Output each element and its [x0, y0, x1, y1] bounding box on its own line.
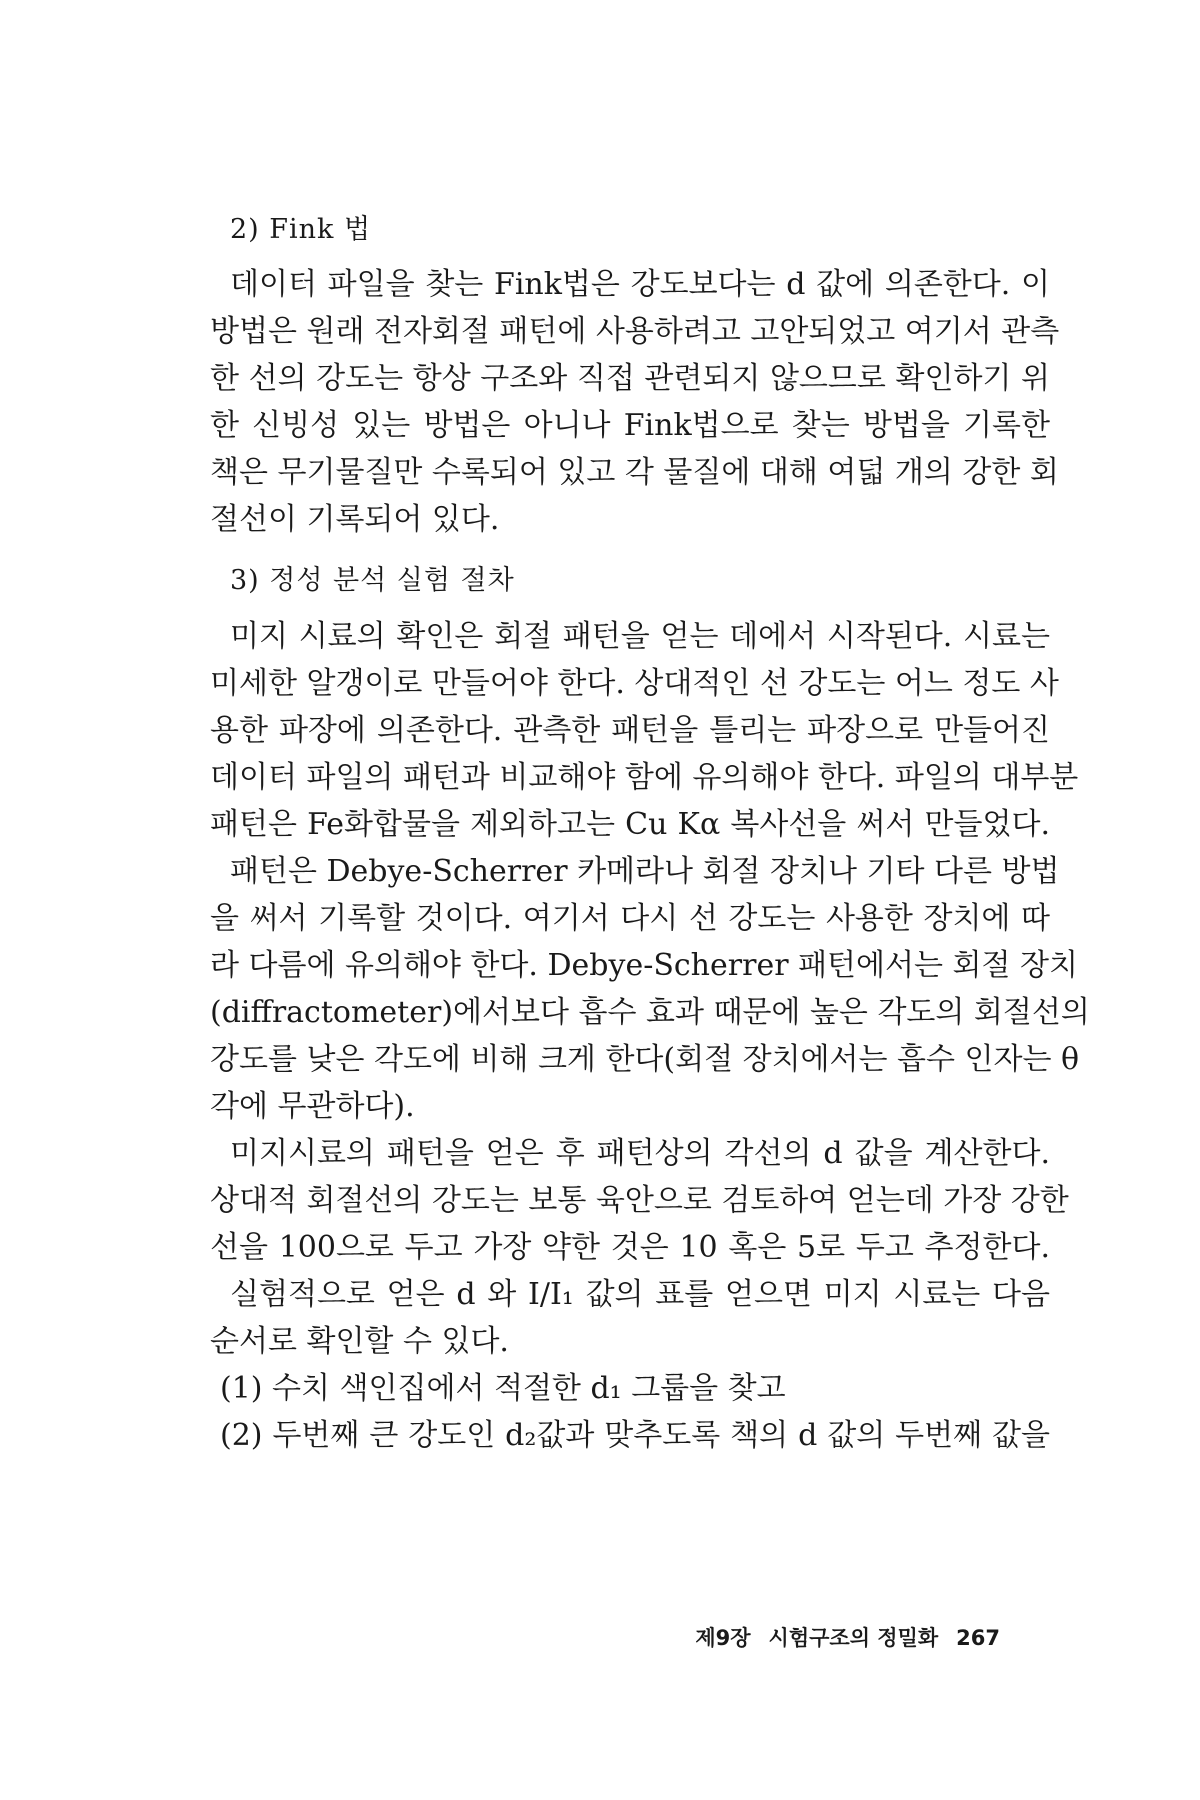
paragraph-line: 용한 파장에 의존한다. 관측한 패턴을 틀리는 파장으로 만들어진	[210, 713, 1050, 748]
footer-chapter: 제9장	[695, 1626, 751, 1650]
paragraph-line: 한 신빙성 있는 방법은 아니나 Fink법으로 찾는 방법을 기록한	[210, 408, 1050, 443]
paragraph-line: 선을 100으로 두고 가장 약한 것은 10 혹은 5로 두고 추정한다.	[210, 1230, 1050, 1265]
paragraph-line: 을 써서 기록할 것이다. 여기서 다시 선 강도는 사용한 장치에 따	[210, 901, 1050, 936]
paragraph-line: 데이터 파일의 패턴과 비교해야 함에 유의해야 한다. 파일의 대부분	[210, 760, 1079, 795]
paragraph-line: 각에 무관하다).	[210, 1089, 415, 1124]
section-heading-fink: 2) Fink 법	[230, 214, 372, 245]
paragraph-line: 미지 시료의 확인은 회절 패턴을 얻는 데에서 시작된다. 시료는	[230, 619, 1050, 654]
paragraph-line: 미세한 알갱이로 만들어야 한다. 상대적인 선 강도는 어느 정도 사	[210, 666, 1059, 701]
paragraph-line: 미지시료의 패턴을 얻은 후 패턴상의 각선의 d 값을 계산한다.	[230, 1136, 1050, 1171]
paragraph-line: (diffractometer)에서보다 흡수 효과 때문에 높은 각도의 회절선의	[210, 995, 1090, 1030]
paragraph-line: 강도를 낮은 각도에 비해 크게 한다(회절 장치에서는 흡수 인자는 θ	[210, 1042, 1080, 1077]
paragraph-line: 한 선의 강도는 항상 구조와 직접 관련되지 않으므로 확인하기 위	[210, 361, 1050, 396]
paragraph-line: 패턴은 Fe화합물을 제외하고는 Cu Kα 복사선을 써서 만들었다.	[210, 807, 1050, 842]
page-number: 267	[956, 1626, 1000, 1650]
paragraph-line: 순서로 확인할 수 있다.	[210, 1324, 509, 1359]
paragraph-line: 패턴은 Debye-Scherrer 카메라나 회절 장치나 기타 다른 방법	[230, 854, 1060, 889]
footer-title: 시험구조의 정밀화	[768, 1626, 939, 1650]
paragraph-line: 상대적 회절선의 강도는 보통 육안으로 검토하여 얻는데 가장 강한	[210, 1183, 1069, 1218]
list-item: (1) 수치 색인집에서 적절한 d₁ 그룹을 찾고	[220, 1371, 786, 1406]
paragraph-line: 방법은 원래 전자회절 패턴에 사용하려고 고안되었고 여기서 관측	[210, 314, 1060, 349]
paragraph-line: 실험적으로 얻은 d 와 I/I₁ 값의 표를 얻으면 미지 시료는 다음	[230, 1277, 1050, 1312]
list-item: (2) 두번째 큰 강도인 d₂값과 맞추도록 책의 d 값의 두번째 값을	[220, 1418, 1050, 1453]
paragraph-line: 책은 무기물질만 수록되어 있고 각 물질에 대해 여덟 개의 강한 회	[210, 455, 1059, 490]
section-heading-procedure: 3) 정성 분석 실험 절차	[230, 565, 515, 596]
paragraph-line: 절선이 기록되어 있다.	[210, 502, 500, 537]
paragraph-line: 데이터 파일을 찾는 Fink법은 강도보다는 d 값에 의존한다. 이	[230, 267, 1050, 302]
paragraph-line: 라 다름에 유의해야 한다. Debye-Scherrer 패턴에서는 회절 장치	[210, 948, 1078, 983]
page-footer	[0, 1622, 1000, 1652]
